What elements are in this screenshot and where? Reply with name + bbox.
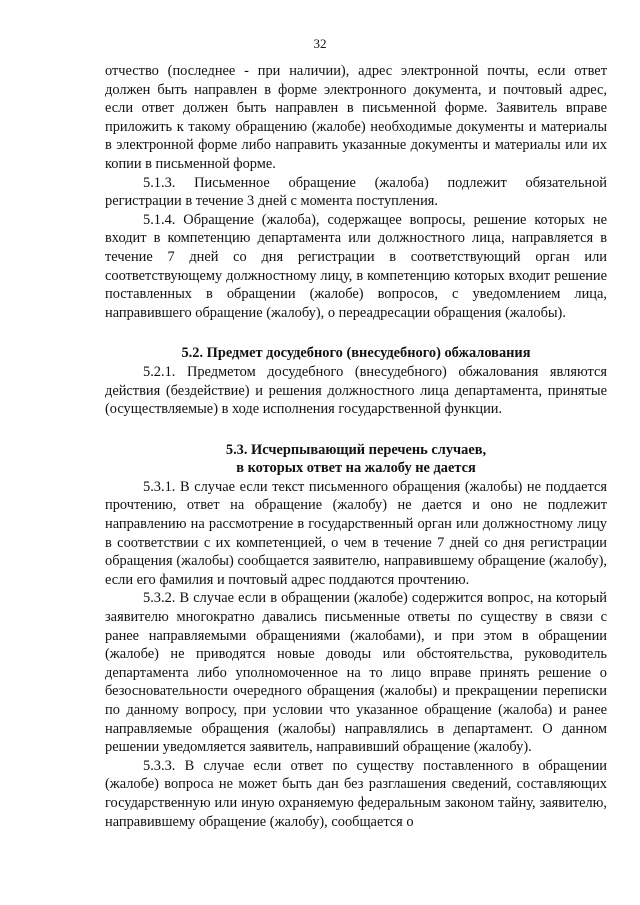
paragraph-5-3-3: 5.3.3. В случае если ответ по существу поставленного в обращении (жалобе) вопроса не может быть дан без разглашения сведений, составляющих государственную или иную охраняемую федеральным законом тайну, заявителю, направившему обращение (жалобу), сообщается о [105,757,607,830]
section-heading-5-3 [105,441,607,478]
section-heading-5-3-line2: в которых ответ на жалобу не дается [236,460,476,477]
paragraph-5-3-2: 5.3.2. В случае если в обращении (жалобе) содержится вопрос, на который заявителю многократно давались письменные ответы по существу в связи с ранее направляемыми обращениями (жалобами), и при этом в обращении (жалобе) не приводятся новые доводы или обстоятельства, руководитель департамента либо уполномоченное на то лицо вправе принять решение о безосновательности очередного обращения (жалобы) и прекращении переписки по данному вопросу, при условии что указанное обращение (жалоба) и ранее направляемые обращения (жалобы) направлялись в департамент. О данном решении уведомляется заявитель, направивший обращение (жалобу). [105,590,607,756]
paragraph-continuation: отчество (последнее - при наличии), адрес электронной почты, если ответ должен быть направлен в форме электронного документа, и почтовый адрес, если ответ должен быть направлен в письменной форме. Заявитель вправе приложить к такому обращению (жалобе) необходимые документы и материалы в электронной форме либо направить указанные документы и материалы или их копии в письменной форме. [105,63,607,172]
document-body [105,62,607,831]
section-heading-5-3-line1: 5.3. Исчерпывающий перечень случаев, [225,441,487,458]
page-number: 32 [313,36,327,51]
paragraph-5-3-1: 5.3.1. В случае если текст письменного обращения (жалобы) не поддается прочтению, ответ на обращение (жалобу) не дается и оно не подлежит направлению на рассмотрение в государственный орган или должностному лицу в соответствии с их компетенцией, о чем в течение 7 дней со дня регистрации обращения (жалобы) сообщается заявителю, направившему обращение (жалобу), если его фамилия и почтовый адрес поддаются прочтению. [105,478,607,588]
section-heading-5-2: 5.2. Предмет досудебного (внесудебного) обжалования [181,345,531,362]
paragraph-5-2-1: 5.2.1. Предметом досудебного (внесудебного) обжалования являются действия (бездействие) и решения должностного лица департамента, принятые (осуществляемые) в ходе исполнения государственной функции. [105,363,607,418]
paragraph-5-1-4: 5.1.4. Обращение (жалоба), содержащее вопросы, решение которых не входит в компетенцию департамента или должностного лица, направляется в течение 7 дней со дня регистрации в соответствующий орган или соответствующему должностному лицу, в компетенцию которых входит решение поставленных в обращении (жалобе) вопросов, с уведомлением лица, направившего обращение (жалобу), о переадресации обращения (жалобы). [105,211,607,321]
paragraph-5-1-3: 5.1.3. Письменное обращение (жалоба) подлежит обязательной регистрации в течение 3 дней с момента поступления. [105,174,607,210]
